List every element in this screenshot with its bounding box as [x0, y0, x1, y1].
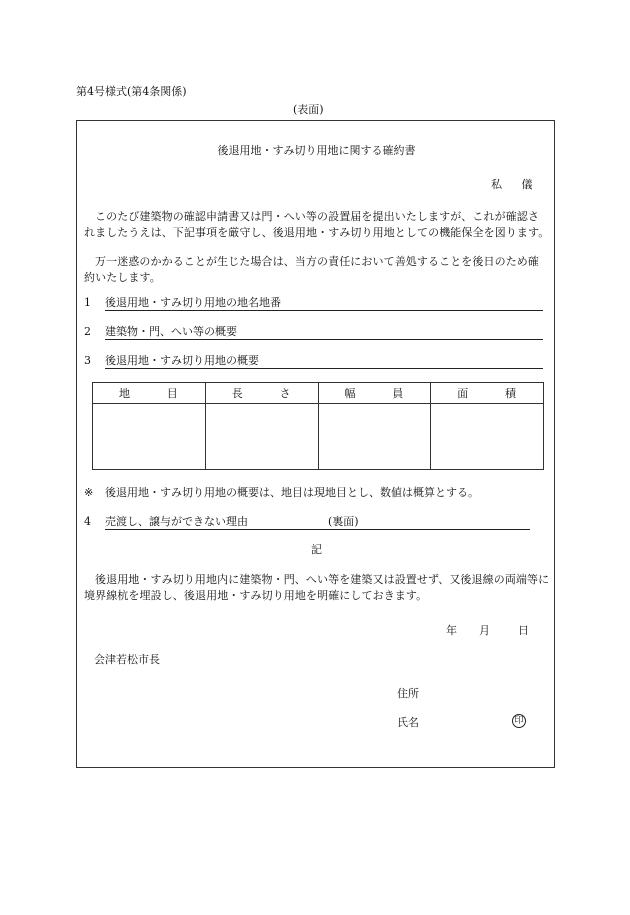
recipient: 会津若松市長	[94, 653, 160, 666]
underline	[105, 310, 543, 311]
item-number: 1	[84, 296, 91, 309]
record-heading: 記	[311, 543, 322, 556]
header-length: 長さ	[205, 383, 318, 404]
note-mark: ※	[84, 486, 94, 499]
document-title: 後退用地・すみ切り用地に関する確約書	[217, 144, 416, 157]
underline	[105, 339, 543, 340]
item-number: 2	[84, 325, 91, 338]
item-label: 売渡し、譲与ができない理由	[105, 515, 248, 528]
date-month: 月	[479, 624, 490, 637]
header-width: 幅員	[318, 383, 431, 404]
header-area: 面積	[431, 383, 544, 404]
note-text: 後退用地・すみ切り用地の概要は、地目は現地目とし、数値は概算とする。	[105, 486, 479, 499]
face-label: (表面)	[293, 103, 324, 116]
item-label: 後退用地・すみ切り用地の地名地番	[105, 296, 281, 309]
seal-mark: 印	[512, 714, 526, 728]
underline	[105, 529, 530, 530]
intro-paragraph: このたび建築物の確認申請書又は門・へい等の設置届を提出いたしますが、これが確認されましたうえは、下記事項を厳守し、後退用地・すみ切り用地としての機能保全を図ります。	[84, 210, 550, 239]
cell-width[interactable]	[318, 404, 431, 470]
cell-length[interactable]	[205, 404, 318, 470]
land-outline-table	[92, 382, 544, 470]
item-label: 建築物・門、へい等の概要	[105, 325, 237, 338]
item-number: 3	[84, 354, 91, 367]
item-label: 後退用地・すみ切り用地の概要	[105, 354, 259, 367]
header-land-category: 地目	[93, 383, 206, 404]
item-number: 4	[84, 515, 91, 528]
date-year: 年	[446, 624, 457, 637]
address-label: 住所	[397, 687, 419, 700]
underline	[105, 368, 543, 369]
addressee: 私 儀	[491, 178, 541, 191]
pledge-paragraph: 後退用地・すみ切り用地内に建築物・門、へい等を建築又は設置せず、又後退線の両端等に境界線杭を埋設し、後退用地・すみ切り用地を明確にしておきます。	[84, 573, 550, 602]
cell-area[interactable]	[431, 404, 544, 470]
form-number: 第4号様式(第4条関係)	[76, 85, 187, 98]
see-reverse-note: (裏面)	[328, 515, 359, 528]
name-label: 氏名	[397, 716, 419, 729]
document-frame	[76, 120, 555, 768]
date-day: 日	[518, 624, 529, 637]
cell-land-category[interactable]	[93, 404, 206, 470]
apology-paragraph: 万一迷惑のかかることが生じた場合は、当方の責任において善処することを後日のため確約いたします。	[84, 255, 539, 284]
date-line	[446, 625, 529, 636]
